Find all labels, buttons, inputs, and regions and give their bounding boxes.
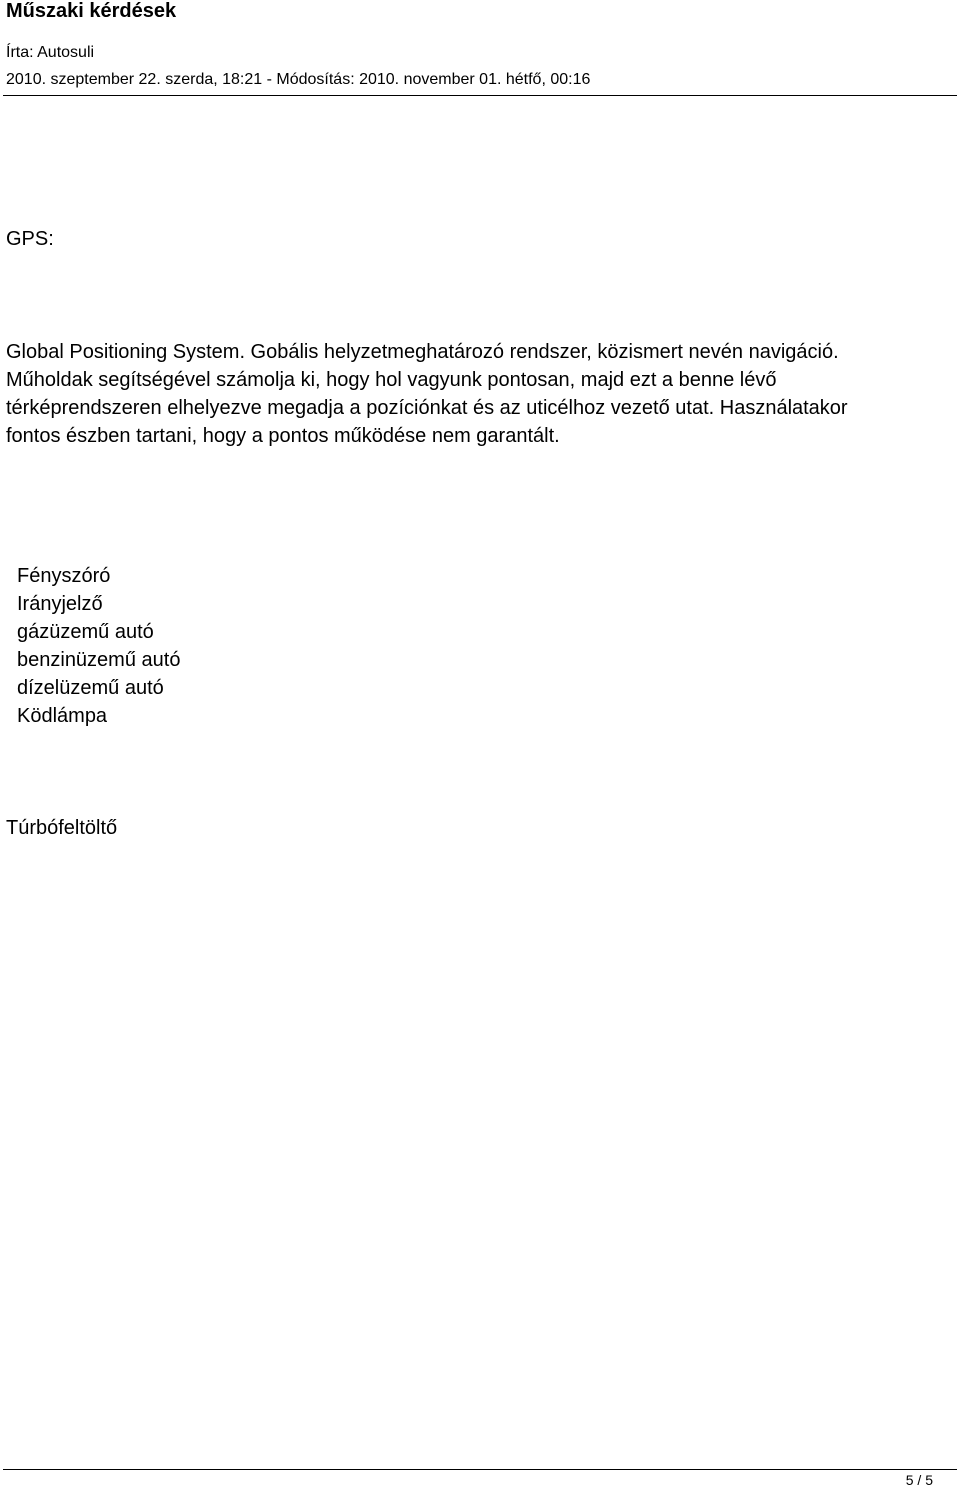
term-list: [17, 562, 180, 730]
list-item: Fényszóró: [17, 565, 111, 587]
date-line: 2010. szeptember 22. szerda, 18:21 - Módosítás: 2010. november 01. hétfő, 00:16: [6, 71, 591, 88]
list-item: benzinüzemű autó: [17, 649, 181, 671]
list-item: gázüzemű autó: [17, 621, 154, 643]
paragraph-line: térképrendszeren elhelyezve megadja a pozíciónkat és az uticélhoz vezető utat. Használatakor: [6, 397, 848, 419]
list-item: dízelüzemű autó: [17, 677, 164, 699]
section-heading-gps: GPS:: [6, 228, 54, 250]
author-line: Írta: Autosuli: [6, 44, 95, 61]
footer-divider: [3, 1469, 957, 1470]
list-item: Ködlámpa: [17, 705, 108, 727]
paragraph-line: Műholdak segítségével számolja ki, hogy hol vagyunk pontosan, majd ezt a benne lévő: [6, 369, 777, 391]
page-title: Műszaki kérdések: [6, 0, 177, 22]
standalone-term: Túrbófeltöltő: [6, 817, 118, 839]
gps-description: [6, 338, 960, 450]
header-divider: [3, 95, 957, 96]
page-number: 5 / 5: [905, 1472, 933, 1488]
list-item: Irányjelző: [17, 593, 103, 615]
paragraph-line: Global Positioning System. Gobális helyzetmeghatározó rendszer, közismert nevén navigáció.: [6, 341, 839, 363]
paragraph-line: fontos észben tartani, hogy a pontos működése nem garantált.: [6, 425, 560, 447]
